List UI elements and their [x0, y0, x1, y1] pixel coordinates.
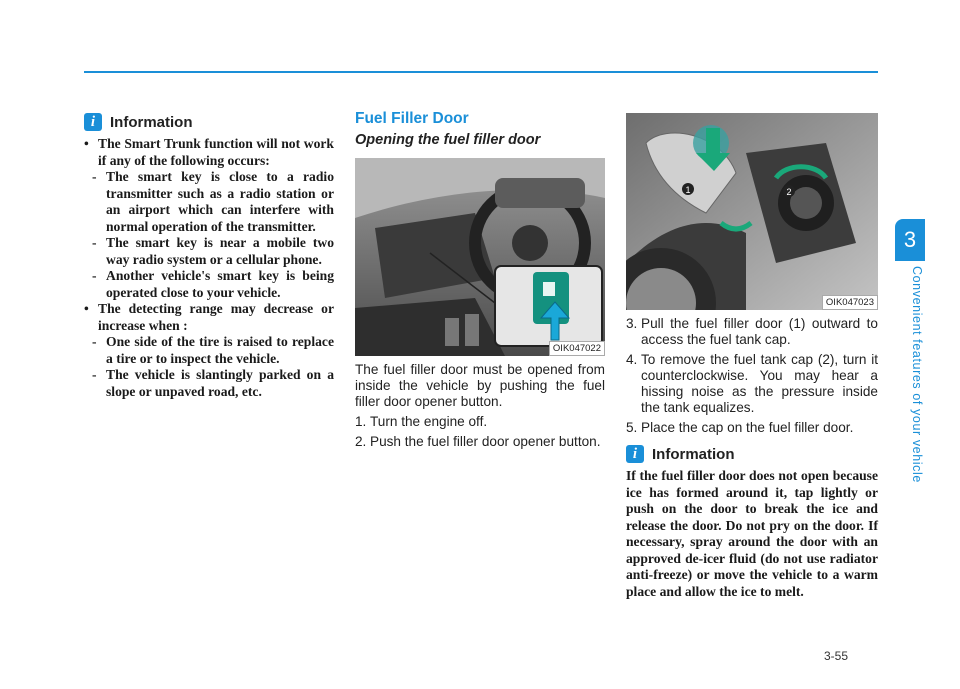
info-icon: i: [84, 113, 102, 131]
figure-fuel-door: [626, 113, 878, 310]
step-item: 4. To remove the fuel tank cap (2), turn it counterclockwise. You may hear a hissing noise as the pressure inside the tank equalizes.: [626, 352, 878, 415]
sub-title: Opening the fuel filler door: [355, 132, 541, 148]
callout-1: 1: [685, 185, 691, 195]
list-item: - One side of the tire is raised to replace a tire or to inspect the vehicle.: [92, 334, 334, 366]
fuel-cap-section: [626, 113, 878, 600]
figure-caption: OIK047023: [822, 295, 878, 310]
chapter-label: Convenient features of your vehicle: [910, 266, 924, 483]
intro-text: The fuel filler door must be opened from inside the vehicle by pushing the fuel filler door opener button.: [355, 362, 605, 409]
info-title: Information: [652, 445, 735, 463]
list-item: • The detecting range may decrease or increase when :: [84, 301, 334, 333]
fuel-filler-section: [355, 110, 605, 454]
list-item: - The smart key is near a mobile two way radio system or a cellular phone.: [92, 235, 334, 267]
interior-illustration: [355, 158, 605, 356]
fuel-intro: [355, 362, 605, 450]
fuel-door-illustration: [626, 113, 878, 310]
info-heading: [84, 110, 334, 134]
information-box-smart-trunk: [84, 110, 334, 400]
list-item: • The Smart Trunk function will not work if any of the following occurs:: [84, 136, 334, 168]
page-number: 3-55: [824, 649, 849, 663]
list-item: - The vehicle is slantingly parked on a slope or unpaved road, etc.: [92, 367, 334, 399]
info-body: [84, 136, 334, 400]
info-title: Information: [110, 113, 193, 131]
section-title: Fuel Filler Door: [355, 110, 469, 127]
list-item: - The smart key is close to a radio transmitter such as a radio station or an airport which can interfere with normal operation of the transmitter.: [92, 169, 334, 234]
fuel-steps: [626, 316, 878, 436]
info-heading: [626, 442, 878, 466]
chapter-tab: 3: [895, 219, 925, 261]
list-item: - Another vehicle's smart key is being operated close to your vehicle.: [92, 268, 334, 300]
figure-interior-opener: [355, 158, 605, 356]
info-icon: i: [626, 445, 644, 463]
figure-caption: OIK047022: [549, 341, 605, 356]
step-item: 3. Pull the fuel filler door (1) outward to access the fuel tank cap.: [626, 316, 878, 347]
info-text: If the fuel filler door does not open because ice has formed around it, tap lightly or push on the door to break the ice and release the door. Do not pry on the door. If necessary, spray around the door with an approved de-icer fluid (do not use radiator anti-freeze) or move the vehicle to a warm place and allow the ice to melt.: [626, 468, 878, 599]
step-item: 1. Turn the engine off.: [355, 414, 488, 429]
callout-2: 2: [786, 187, 792, 197]
header-rule: [84, 71, 878, 73]
step-item: 2. Push the fuel filler door opener button.: [355, 434, 601, 449]
step-item: 5. Place the cap on the fuel filler door.: [626, 420, 854, 435]
